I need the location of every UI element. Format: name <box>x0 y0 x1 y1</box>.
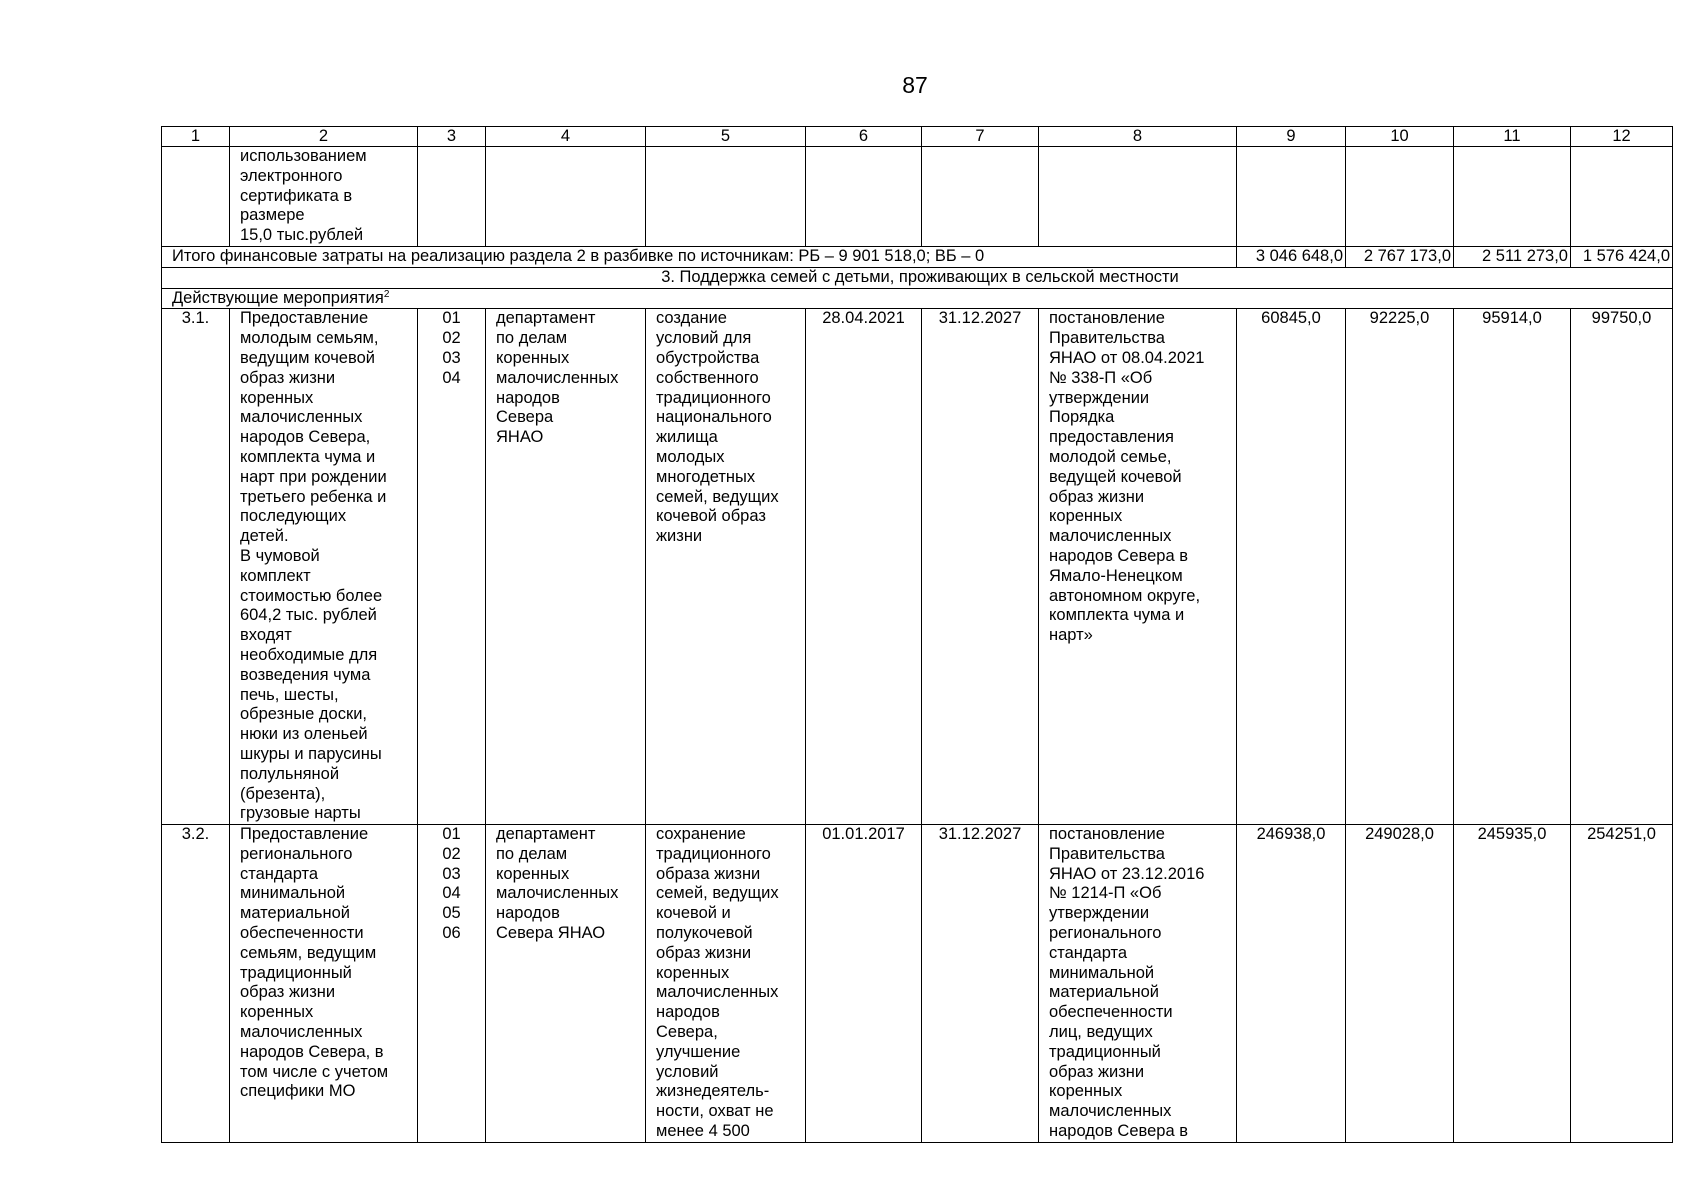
column-header: 4 <box>486 127 646 147</box>
cell-description: использованием электронного сертификата в размере 15,0 тыс.рублей <box>230 147 418 247</box>
cell-v9: 60845,0 <box>1237 309 1346 825</box>
cell-codes: 01 02 03 04 <box>418 309 486 825</box>
cell-executor: департамент по делам коренных малочисленных народов Севера ЯНАО <box>486 309 646 825</box>
cell-goal <box>646 147 806 247</box>
cell-end <box>922 147 1039 247</box>
cell-v11: 95914,0 <box>1454 309 1571 825</box>
cell-num <box>162 147 230 247</box>
page-number: 87 <box>902 72 928 98</box>
cell-description: Предоставление молодым семьям, ведущим кочевой образ жизни коренных малочисленных народов Севера, комплекта чума и нарт при рождении третьего ребенка и последующих детей. В чумовой комплект стоимостью более 604,2 тыс. рублей входят необходимые для возведения чума печь, шесты, обрезные доски, нюки из оленьей шкуры и парусины полульняной (брезента), грузовые нарты <box>230 309 418 825</box>
cell-document: постановление Правительства ЯНАО от 23.12.2016 № 1214-П «Об утверждении регионального стандарта минимальной материальной обеспеченности лиц, ведущих традиционный образ жизни коренных малочисленных народов Севера в <box>1039 825 1237 1143</box>
column-header: 11 <box>1454 127 1571 147</box>
column-header: 2 <box>230 127 418 147</box>
activities-row <box>162 288 1673 309</box>
total-row <box>162 246 1673 267</box>
cell-codes: 01 02 03 04 05 06 <box>418 825 486 1143</box>
cell-description: Предоставление регионального стандарта минимальной материальной обеспеченности семьям, ведущим традиционный образ жизни коренных малочисленных народов Севера, в том числе с учетом специфики МО <box>230 825 418 1143</box>
cell-executor <box>486 147 646 247</box>
cell-start: 01.01.2017 <box>806 825 922 1143</box>
cell-end: 31.12.2027 <box>922 825 1039 1143</box>
cell-v9 <box>1237 147 1346 247</box>
total-v10: 2 767 173,0 <box>1346 246 1454 267</box>
total-label: Итого финансовые затраты на реализацию раздела 2 в разбивке по источникам: РБ – 9 901 518,0; ВБ – 0 <box>162 246 1237 267</box>
total-v9: 3 046 648,0 <box>1237 246 1346 267</box>
activities-label-text: Действующие мероприятия <box>172 288 384 307</box>
footnote-marker: 2 <box>383 288 390 300</box>
cell-v12: 254251,0 <box>1571 825 1673 1143</box>
column-header: 7 <box>922 127 1039 147</box>
total-v12: 1 576 424,0 <box>1571 246 1673 267</box>
cell-end: 31.12.2027 <box>922 309 1039 825</box>
cell-v12 <box>1571 147 1673 247</box>
column-header: 3 <box>418 127 486 147</box>
column-header: 1 <box>162 127 230 147</box>
cell-codes <box>418 147 486 247</box>
column-header: 6 <box>806 127 922 147</box>
cell-v9: 246938,0 <box>1237 825 1346 1143</box>
column-header: 12 <box>1571 127 1673 147</box>
program-table <box>161 126 1673 1143</box>
column-header: 8 <box>1039 127 1237 147</box>
total-v11: 2 511 273,0 <box>1454 246 1571 267</box>
cell-document: постановление Правительства ЯНАО от 08.04.2021 № 338-П «Об утверждении Порядка предоставления молодой семье, ведущей кочевой образ жизни коренных малочисленных народов Севера в Ямало-Ненецком автономном округе, комплекта чума и нарт» <box>1039 309 1237 825</box>
cell-v12: 99750,0 <box>1571 309 1673 825</box>
section-row <box>162 267 1673 288</box>
cell-v11 <box>1454 147 1571 247</box>
continuation-row <box>162 147 1673 247</box>
column-header: 9 <box>1237 127 1346 147</box>
cell-v10: 92225,0 <box>1346 309 1454 825</box>
cell-executor: департамент по делам коренных малочисленных народов Севера ЯНАО <box>486 825 646 1143</box>
table-row <box>162 825 1673 1143</box>
cell-v10 <box>1346 147 1454 247</box>
cell-goal: сохранение традиционного образа жизни семей, ведущих кочевой и полукочевой образ жизни коренных малочисленных народов Севера, улучшение условий жизнедеятель- ности, охват не менее 4 500 <box>646 825 806 1143</box>
cell-v10: 249028,0 <box>1346 825 1454 1143</box>
cell-start: 28.04.2021 <box>806 309 922 825</box>
cell-num: 3.1. <box>162 309 230 825</box>
section-title: 3. Поддержка семей с детьми, проживающих в сельской местности <box>162 267 1673 288</box>
table-row <box>162 309 1673 825</box>
cell-document <box>1039 147 1237 247</box>
column-header: 5 <box>646 127 806 147</box>
column-header: 10 <box>1346 127 1454 147</box>
column-number-row <box>162 127 1673 147</box>
cell-v11: 245935,0 <box>1454 825 1571 1143</box>
activities-label <box>162 288 1673 309</box>
cell-start <box>806 147 922 247</box>
cell-num: 3.2. <box>162 825 230 1143</box>
cell-goal: создание условий для обустройства собственного традиционного национального жилища молодых многодетных семей, ведущих кочевой образ жизни <box>646 309 806 825</box>
